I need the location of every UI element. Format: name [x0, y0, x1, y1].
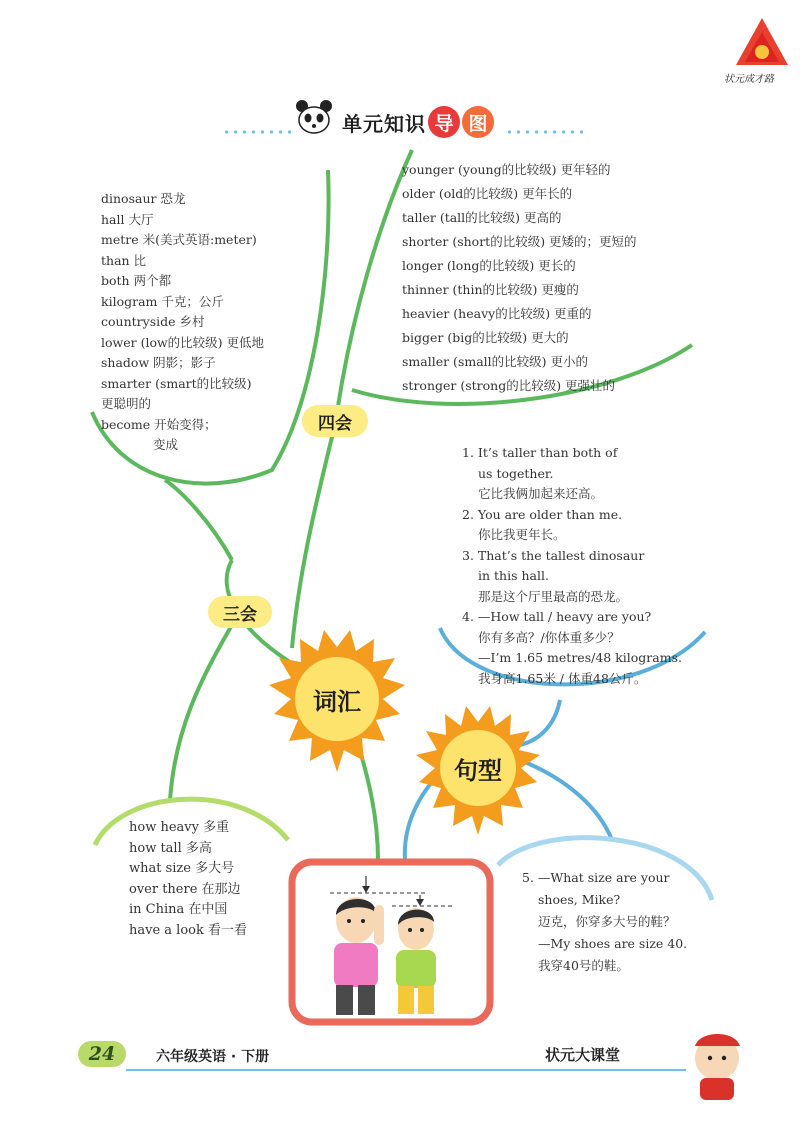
- list-item: stronger (strong的比较级) 更强壮的: [402, 378, 616, 393]
- list-item: 它比我俩加起来还高。: [478, 486, 604, 501]
- node-vocab: 词汇: [313, 687, 361, 716]
- list-item: older (old的比较级) 更年长的: [402, 186, 573, 201]
- list-item: 更聪明的: [101, 396, 152, 411]
- brand-logo-text: 状元成才路: [724, 74, 774, 85]
- list-item: smaller (small的比较级) 更小的: [402, 354, 589, 369]
- panda-icon: [296, 100, 332, 133]
- list-item: longer (long的比较级) 更长的: [402, 258, 576, 273]
- list-item: 3. That’s the tallest dinosaur: [462, 547, 645, 563]
- list-item: 我穿40号的鞋。: [538, 958, 629, 973]
- list-item: —My shoes are size 40.: [538, 936, 688, 951]
- list-item: how heavy 多重: [129, 820, 230, 835]
- list-item: taller (tall的比较级) 更高的: [402, 210, 562, 225]
- list-item: become 开始变得；: [101, 416, 217, 432]
- list-item: —I’m 1.65 metres/48 kilograms.: [478, 650, 682, 665]
- branch-three-to-phrases: [170, 625, 232, 800]
- list-item: thinner (thin的比较级) 更瘦的: [402, 282, 579, 297]
- list-item: both 两个都: [101, 273, 172, 288]
- list-item: younger (young的比较级) 更年轻的: [402, 162, 611, 177]
- list-item: shoes, Mike?: [538, 892, 621, 907]
- list-item: in this hall.: [478, 568, 549, 583]
- footer-divider: [126, 1069, 686, 1071]
- title-dots-right: [505, 130, 583, 134]
- list-item: in China 在中国: [129, 902, 228, 917]
- list-item: what size 多大号: [129, 861, 235, 876]
- page-title-highlight-2: 图: [462, 106, 494, 138]
- mascot-icon: [695, 1034, 740, 1100]
- list-item: 变成: [153, 437, 179, 452]
- sentence-list-extra: [522, 867, 687, 977]
- page-title: [336, 100, 494, 144]
- list-item: have a look 看一看: [129, 922, 247, 938]
- list-item: 2. You are older than me.: [462, 506, 623, 522]
- list-item: dinosaur 恐龙: [101, 191, 186, 206]
- branch-four-upper: [336, 150, 412, 420]
- list-item: us together.: [478, 465, 554, 481]
- node-four-skills: 四会: [302, 405, 368, 437]
- branch-sentence-to-picture: [405, 775, 438, 860]
- four-skills-list: [402, 158, 637, 398]
- title-dots-left: [222, 130, 297, 134]
- list-item: metre 米(美式英语:meter): [101, 232, 257, 247]
- phrases-list: [129, 818, 247, 941]
- page-title-text: 单元知识: [342, 111, 426, 136]
- three-skills-list: [101, 189, 264, 456]
- list-item: 4. —How tall / heavy are you?: [462, 609, 652, 624]
- branch-sentence-to-main: [520, 700, 560, 745]
- list-item: heavier (heavy的比较级) 更重的: [402, 306, 592, 321]
- list-item: shorter (short的比较级) 更矮的；更短的: [402, 234, 637, 249]
- list-item: than 比: [101, 252, 147, 268]
- list-item: 那是这个厅里最高的恐龙。: [478, 588, 629, 604]
- list-item: 1. It’s taller than both of: [462, 445, 618, 460]
- list-item: 迈克，你穿多大号的鞋？: [538, 914, 676, 929]
- series-title: 状元大课堂: [545, 1046, 621, 1064]
- list-item: bigger (big的比较级) 更大的: [402, 330, 569, 345]
- node-sentence: 句型: [454, 756, 502, 785]
- list-item: kilogram 千克；公斤: [101, 293, 224, 309]
- list-item: 你比我更年长。: [478, 527, 566, 542]
- list-item: lower (low的比较级) 更低地: [101, 334, 265, 350]
- list-item: 我身高1.65米 / 体重48公斤。: [478, 670, 647, 686]
- page-title-highlight-1: 导: [428, 106, 460, 138]
- list-item: countryside 乡村: [101, 314, 205, 329]
- branch-vocab-to-four: [292, 420, 336, 648]
- list-item: smarter (smart的比较级): [101, 375, 252, 391]
- page-number: 24: [78, 1041, 126, 1067]
- list-item: hall 大厅: [101, 211, 154, 227]
- list-item: 5. —What size are your: [522, 870, 670, 885]
- list-item: 你有多高？/你体重多少？: [478, 629, 620, 645]
- branch-sentence-to-extra: [520, 760, 612, 840]
- kids-height-picture: [292, 862, 490, 1022]
- sentence-list-main: [462, 443, 682, 689]
- node-three-skills: 三会: [208, 596, 272, 628]
- brand-logo-icon: [736, 18, 788, 65]
- list-item: over there 在那边: [129, 881, 241, 897]
- branch-three-upper: [165, 480, 232, 560]
- list-item: shadow 阴影；影子: [101, 355, 216, 370]
- book-title: 六年级英语 · 下册: [156, 1049, 270, 1065]
- list-item: how tall 多高: [129, 840, 212, 856]
